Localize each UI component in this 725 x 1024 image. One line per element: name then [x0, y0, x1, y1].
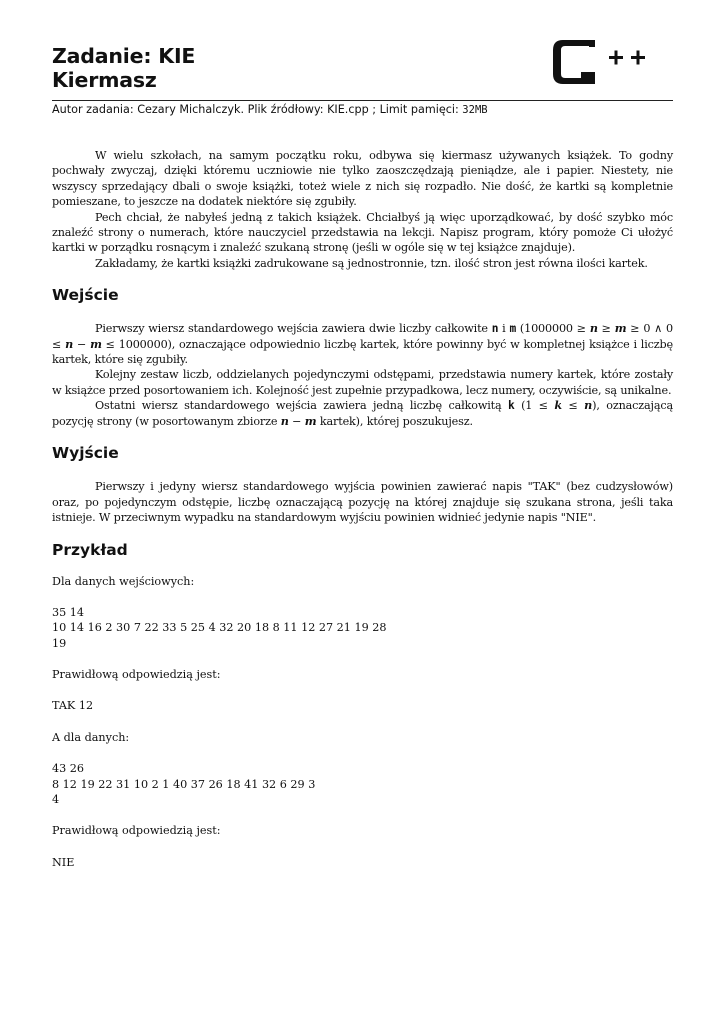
task-meta	[52, 102, 673, 118]
example-output-1: TAK 12	[52, 699, 94, 713]
example-input-1-line-2: 10 14 16 2 30 7 22 33 5 25 4 32 20 18 8 11 12 27 21 19 28	[52, 621, 387, 635]
output-paragraph-1: Pierwszy i jedyny wiersz standardowego wyjścia powinien zawierać napis "TAK" (bez cudzysłowów) oraz, po pojedynczym odstępie, liczbę oznaczającą pozycję na której znajduje się szukana strona, jeśli taka istnieje. W przeciwnym wypadku na standardowym wyjściu powinien widnieć jedynie napis "NIE".	[52, 480, 673, 524]
example-input-1-line-3: 19	[52, 636, 67, 650]
example-label-output-2: Prawidłową odpowiedzią jest:	[52, 824, 221, 838]
example-input-2-line-3: 4	[52, 792, 60, 806]
input-paragraph-3: Ostatni wiersz standardowego wejścia zawiera jedną liczbę całkowitą k (1 ≤ k ≤ n), oznaczającą pozycję strony (w posortowanym zbiorze n − m kartek), której poszukujesz.	[52, 398, 673, 428]
input-heading: Wejście	[52, 286, 119, 305]
example-input-2-line-1: 43 26	[52, 762, 85, 776]
example-label-input-2: A dla danych:	[52, 730, 130, 744]
task-title-line2: Kiermasz	[52, 68, 157, 92]
output-heading: Wyjście	[52, 444, 119, 463]
intro-paragraph-2: Pech chciał, że nabyłeś jedną z takich książek. Chciałbyś ją więc uporządkować, by dość szybko móc znaleźć strony o numerach, które nauczyciel przedstawia na lekcji. Napisz program, który pomoże Ci ułożyć kartki w porządku rosnącym i znaleźć szukaną stronę (jeśli w ogóle się w tej książce znajduje).	[52, 210, 673, 255]
example-input-2-line-2: 8 12 19 22 31 10 2 1 40 37 26 18 41 32 6 29 3	[52, 777, 316, 791]
example-heading: Przykład	[52, 541, 128, 560]
meta-text: Autor zadania: Cezary Michalczyk. Plik źródłowy: KIE.cpp ; Limit pamięci:	[52, 103, 463, 116]
cpp-logo-icon	[551, 38, 661, 86]
input-paragraph-1: Pierwszy wiersz standardowego wejścia zawiera dwie liczby całkowite n i m (1000000 ≥ n ≥ m ≥ 0 ∧ 0 ≤ n − m ≤ 1000000), oznaczające odpowiednio liczbę kartek, które powinny być w kompletnej książce i liczbę kartek, które się zgubiły.	[52, 321, 673, 367]
memory-limit: 32MB	[462, 104, 488, 116]
example-label-input-1: Dla danych wejściowych:	[52, 575, 195, 589]
task-page	[52, 44, 673, 870]
task-title-line1: Zadanie: KIE	[52, 44, 196, 68]
example-label-output-1: Prawidłową odpowiedzią jest:	[52, 667, 221, 681]
example-output-2: NIE	[52, 855, 75, 869]
intro-paragraph-3: Zakładamy, że kartki książki zadrukowane są jednostronnie, tzn. ilość stron jest równa ilości kartek.	[95, 256, 648, 270]
example-input-1-line-1: 35 14	[52, 605, 85, 619]
intro-paragraph-1: W wielu szkołach, na samym początku roku, odbywa się kiermasz używanych książek. To godny pochwały zwyczaj, dzięki któremu uczniowie nie tylko zaoszczędzają pieniądze, ale i papier. Niestety, nie wszyscy sprzedający dbali o swoje książki, toteż wiele z nich się rozpadło. Nie dość, że kartki są kompletnie pomieszane, to jeszcze na dodatek niektóre się zgubiły.	[52, 149, 673, 209]
input-paragraph-2: Kolejny zestaw liczb, oddzielanych pojedynczymi odstępami, przedstawia numery kartek, które zostały w książce przed posortowaniem ich. Kolejność jest zupełnie przypadkowa, lecz numery, oczywiście, są unikalne.	[52, 368, 673, 397]
task-header	[52, 44, 673, 101]
